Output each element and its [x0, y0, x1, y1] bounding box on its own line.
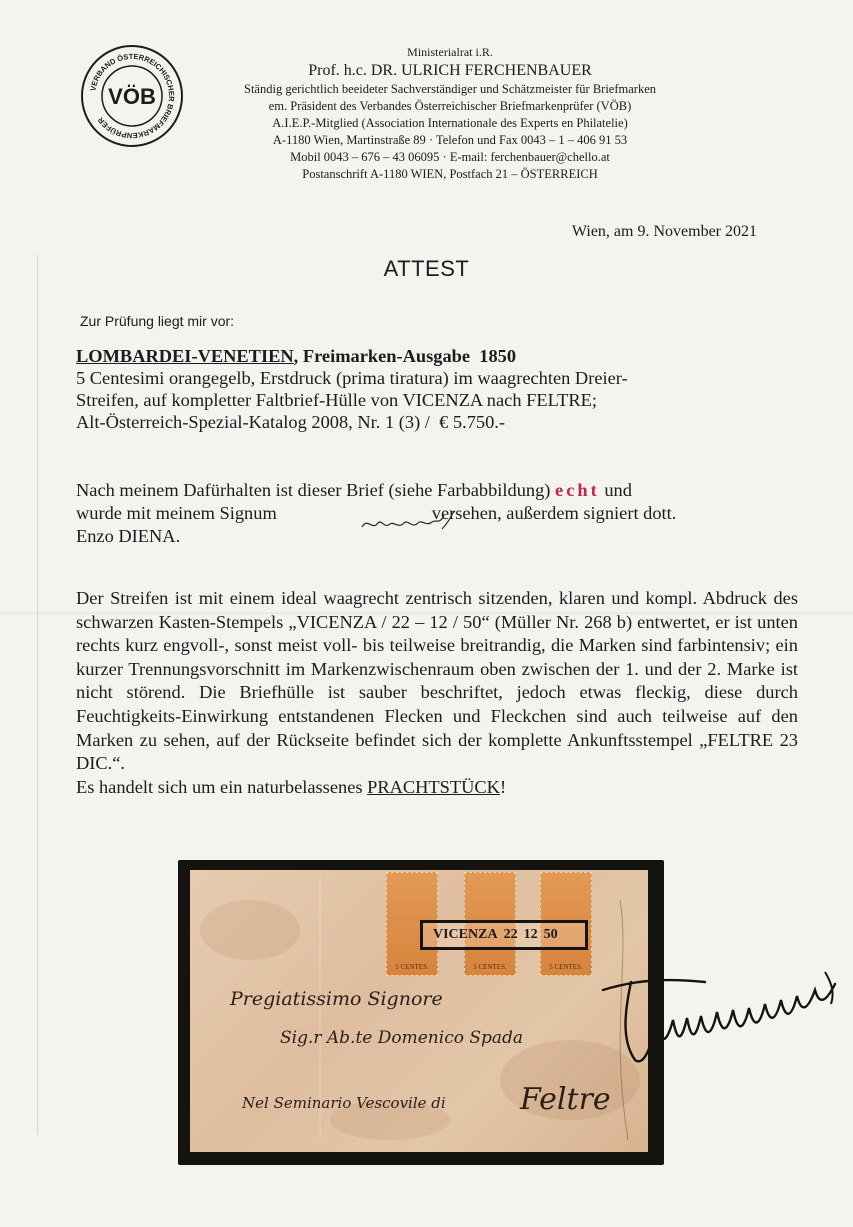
seal-center-text: VÖB [108, 84, 156, 109]
item-heading [76, 345, 798, 367]
stamp-label: 5 CENTES. [549, 963, 583, 971]
opinion-text: und [599, 480, 632, 500]
signum-signature-icon [358, 507, 458, 537]
echt-verdict: echt [555, 480, 600, 500]
closing-emphasis: PRACHTSTÜCK [367, 776, 500, 797]
letterhead-line: A-1180 Wien, Martinstraße 89 · Telefon und Fax 0043 – 1 – 406 91 53 [272, 133, 628, 147]
margin-line [37, 255, 38, 1135]
opinion-text: wurde mit meinem Signum [76, 503, 277, 523]
letterhead-name: Prof. h.c. DR. ULRICH FERCHENBAUER [308, 62, 592, 79]
opinion-block [76, 479, 798, 548]
address-city: Feltre [520, 1082, 611, 1117]
document-title: ATTEST [383, 256, 470, 281]
opinion-line-1 [76, 479, 798, 502]
item-line: 5 Centesimi orangegelb, Erstdruck (prima tiratura) im waagrechten Dreier- [76, 368, 628, 388]
vicenza-cancel [420, 920, 588, 950]
closing-line [76, 776, 798, 800]
description-body: Der Streifen ist mit einem ideal waagrecht zentrisch sitzenden, klaren und kompl. Abdruck des schwarzen Kasten-Stempels „VICENZA / 22 – 12 / 50“ (Müller Nr. 268 b) entwertet, er ist unten rechts kurz engvoll-, sonst meist voll- bis teilweise breitrandig, die Marken sind farbintensiv; ein kurzer Trennungsvorschnitt im Markenzwischenraum oben zwischen der 1. und der 2. Marke ist nicht störend. Die Briefhülle ist sauber beschriftet, jedoch etwas fleckig, diese durch Feuchtigkeits-Einwirkung entstandenen Flecken und Fleckchen sind auch teilweise auf den Marken zu sehen, auf der Rückseite befindet sich der komplette Ankunftsstempel „FELTRE 23 DIC.“. [76, 588, 798, 774]
address-line-1: Pregiatissimo Signore [230, 988, 443, 1010]
intro-line: Zur Prüfung liegt mir vor: [80, 313, 235, 329]
address-line-2: Sig.r Ab.te Domenico Spada [280, 1028, 524, 1048]
letterhead-line: em. Präsident des Verbandes Österreichischer Briefmarkenprüfer (VÖB) [268, 99, 632, 113]
seal-ring-text: VERBAND ÖSTERREICHISCHER BRIEFMARKENPRÜFER [88, 51, 177, 141]
address-line-3: Nel Seminario Vescovile di [242, 1094, 446, 1112]
letterhead-rank: Ministerialrat i.R. [407, 45, 493, 59]
opinion-text: versehen, außerdem signiert dott. [431, 503, 677, 523]
item-block [76, 345, 798, 433]
item-line: Streifen, auf kompletter Faltbrief-Hülle von VICENZA nach FELTRE; [76, 390, 597, 410]
cancel-city: VICENZA [433, 927, 498, 942]
stamp-label: 5 CENTES. [395, 963, 429, 971]
opinion-line-3: Enzo DIENA. [76, 526, 181, 546]
cancel-year: 50 [543, 927, 558, 942]
cancel-month: 12 [523, 927, 538, 942]
letterhead-line: Ständig gerichtlich beeideter Sachverständiger und Schätzmeister für Briefmarken [244, 82, 656, 96]
item-country: LOMBARDEI-VENETIEN [76, 346, 294, 366]
cover-paper [190, 870, 648, 1152]
cancel-day: 22 [503, 927, 518, 942]
closing-text: Es handelt sich um ein naturbelassenes [76, 776, 368, 797]
description-block [76, 587, 798, 799]
item-line: Alt-Österreich-Spezial-Katalog 2008, Nr. 1 (3) / € 5.750.- [76, 412, 506, 432]
document-date: Wien, am 9. November 2021 [571, 223, 757, 240]
letterhead-line: Mobil 0043 – 676 – 43 06095 · E-mail: ferchenbauer@chello.at [290, 150, 610, 164]
item-issue: , Freimarken-Ausgabe 1850 [293, 346, 517, 366]
letterhead-line: A.I.E.P.-Mitglied (Association Internationale des Experts en Philatelie) [272, 116, 628, 130]
stamp-label: 5 CENTES. [473, 963, 507, 971]
letterhead [190, 44, 710, 183]
cover-photo [178, 860, 664, 1165]
letterhead-line: Postanschrift A-1180 WIEN, Postfach 21 – ÖSTERREICH [302, 167, 598, 181]
closing-text: ! [499, 776, 507, 797]
expert-signature-icon [595, 960, 843, 1070]
voeb-seal-icon [80, 44, 184, 148]
opinion-text: Nach meinem Dafürhalten ist dieser Brief (siehe Farbabbildung) [76, 480, 556, 500]
